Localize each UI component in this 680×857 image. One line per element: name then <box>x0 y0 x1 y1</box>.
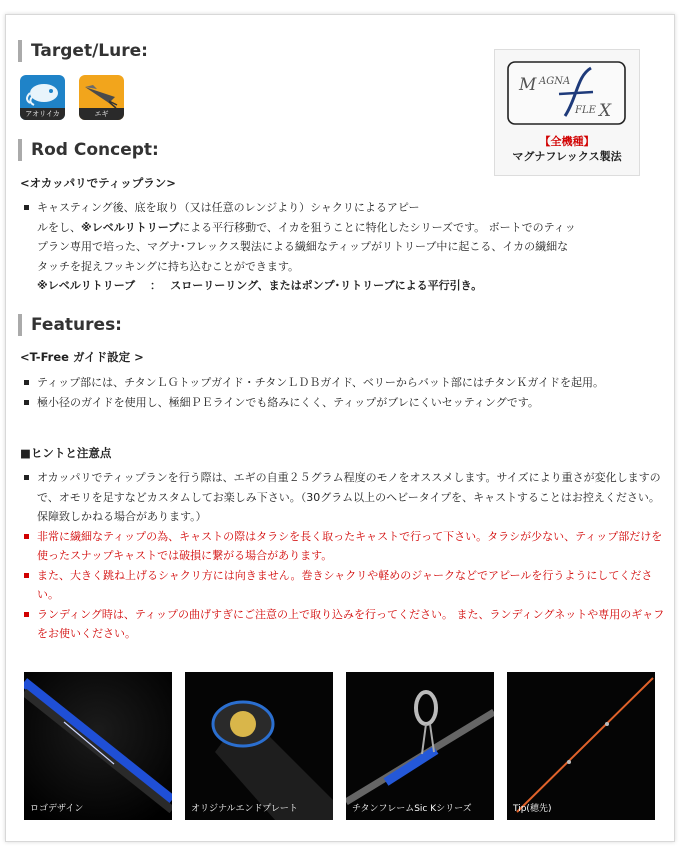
rod-logo-image <box>24 672 172 820</box>
lure-icon-label: エギ <box>79 108 124 120</box>
photo-guide <box>346 672 494 820</box>
feature-item: 極小径のガイドを使用し、極細ＰＥラインでも絡みにくく、ティップがブレにくいセッティングです。 <box>20 393 665 413</box>
rod-tip-image <box>507 672 655 820</box>
concept-line-2-post: による平行移動で、イカを狙うことに特化したシリーズです。 ボートでのティッ <box>179 220 576 234</box>
hints-list <box>20 468 665 644</box>
features-subheading: <T-Free ガイド設定 > <box>20 350 144 364</box>
svg-text:M: M <box>519 75 537 95</box>
hint-item: オカッパリでティップランを行う際は、エギの自重２５グラム程度のモノをオススメします。サイズにより重さが変化しますので、オモリを足すなどカスタムしてお楽しみ下さい。（30グラム以上のヘビータイプを、キャストすることはお控えください。保障致しかねる場合があります。） <box>20 468 665 527</box>
rod-endplate-image <box>185 672 333 820</box>
features-list <box>20 373 665 412</box>
concept-line-4: タッチを捉えフッキングに持ち込むことができます。 <box>37 259 300 273</box>
svg-text:X: X <box>599 101 612 121</box>
concept-paragraph <box>20 198 665 296</box>
concept-line-3: プラン専用で培った、マグナ･フレックス製法による繊細なティップがリトリーブ中に起こる、イカの繊細な <box>37 240 569 253</box>
hints-heading: ■ヒントと注意点 <box>20 446 112 460</box>
svg-text:AGNA: AGNA <box>539 76 571 87</box>
lure-icon-egi <box>79 75 124 120</box>
concept-line-2-pre: ルをし、 <box>37 220 81 234</box>
photo-caption: ロゴデザイン <box>30 804 84 814</box>
concept-bullet <box>20 198 665 296</box>
hint-item-warning: 非常に繊細なティップの為、キャストの際はタラシを長く取ったキャストで行って下さい。タラシが少ない、ティップ部だけを使ったスナップキャストでは破損に繋がる場合があります。 <box>20 527 665 566</box>
concept-line-1: キャスティング後、底を取り（又は任意のレンジより）シャクリによるアピー <box>37 201 420 214</box>
feature-item: ティップ部には、チタンＬＧトップガイド・チタンＬＤＢガイド、ベリーからバット部にはチタンＫガイドを起用。 <box>20 373 665 393</box>
svg-text:FLE: FLE <box>575 105 596 116</box>
photo-end-plate <box>185 672 333 820</box>
level-retrieve-emphasis: ※レベルリトリーブ <box>81 220 180 234</box>
magna-flex-badge <box>494 49 640 176</box>
lure-icon-squid <box>20 75 65 120</box>
magna-flex-logo <box>507 58 627 128</box>
hint-item-warning: ランディング時は、ティップの曲げすぎにご注意の上で取り込みを行ってください。 また、ランディングネットや専用のギャフをお使いください。 <box>20 605 665 644</box>
concept-note: ※レベルリトリーブ ： スローリーリング、またはポンプ･リトリーブによる平行引き。 <box>37 279 483 292</box>
concept-line-2 <box>37 218 665 238</box>
photo-caption: チタンフレームSic Kシリーズ <box>352 804 472 814</box>
section-heading-features: Features: <box>18 314 122 336</box>
photo-caption: Tip(穂先) <box>513 804 552 814</box>
section-heading-concept: Rod Concept: <box>18 139 159 161</box>
lure-icon-label: アオリイカ <box>20 108 65 120</box>
badge-text: マグナフレックス製法 <box>512 150 622 163</box>
concept-subheading: <オカッパリでティップラン> <box>20 176 176 190</box>
section-heading-target: Target/Lure: <box>18 40 148 62</box>
photo-logo-design <box>24 672 172 820</box>
hint-item-warning: また、大きく跳ね上げるシャクリ方には向きません。巻きシャクリや軽めのジャークなどでアピールを行うようにしてください。 <box>20 566 665 605</box>
photo-caption: オリジナルエンドプレート <box>191 804 298 814</box>
rod-guide-image <box>346 672 494 820</box>
photo-tip <box>507 672 655 820</box>
badge-tag: 【全機種】 <box>539 135 595 148</box>
